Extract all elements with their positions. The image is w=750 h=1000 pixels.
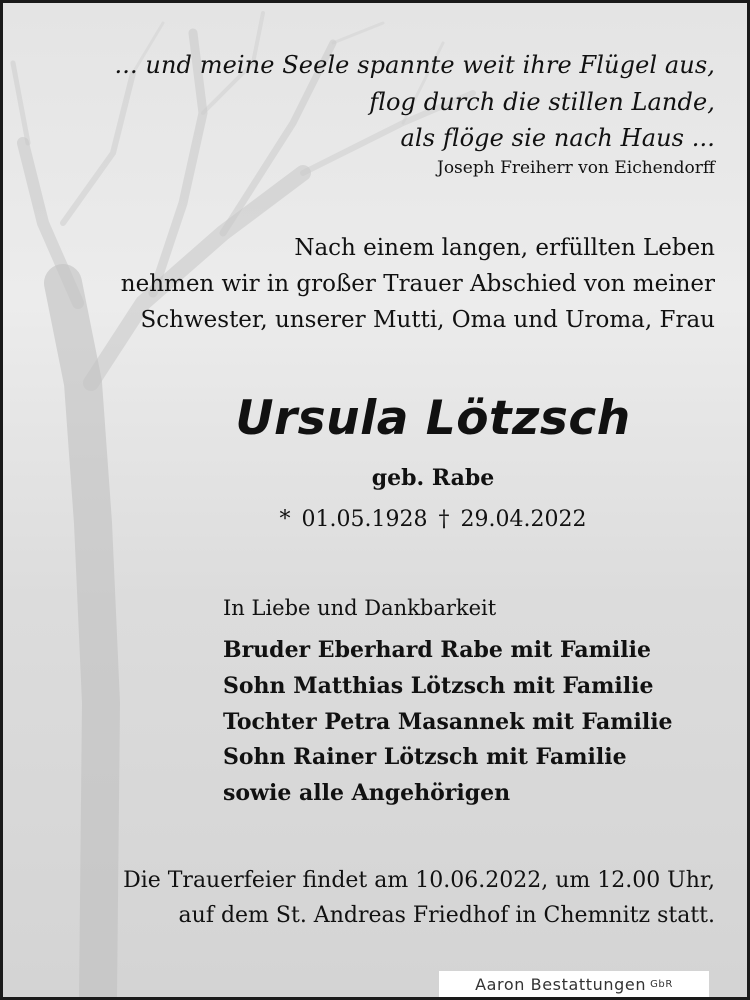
funeral-line-2: auf dem St. Andreas Friedhof in Chemnitz statt. [178,903,715,928]
intro-line-3: Schwester, unserer Mutti, Oma und Uroma, Frau [140,307,715,333]
mourner-line: Tochter Petra Masannek mit Familie [223,709,673,735]
funeral-home-label [439,971,709,997]
poem-author: Joseph Freiherr von Eichendorff [437,158,715,178]
intro-line-1: Nach einem langen, erfüllten Leben [294,235,715,261]
poem-line-2: flog durch die stillen Lande, [369,88,715,116]
tree-background-image [3,3,747,997]
funeral-home-name: Aaron Bestattungen [475,974,647,994]
maiden-name: geb. Rabe [371,465,495,491]
poem-line-3: als flöge sie nach Haus ... [400,124,715,152]
funeral-line-1: Die Trauerfeier findet am 10.06.2022, um 12.00 Uhr, [123,868,715,893]
deceased-name: Ursula Lötzsch [235,391,631,446]
mourners-intro: In Liebe und Dankbarkeit [223,596,497,620]
mourner-line: Sohn Rainer Lötzsch mit Familie [223,744,627,770]
intro-line-2: nehmen wir in großer Trauer Abschied von meiner [120,271,715,297]
funeral-home-suffix: GbR [650,978,673,990]
life-dates: * 01.05.1928 † 29.04.2022 [279,507,587,532]
mourner-line: Bruder Eberhard Rabe mit Familie [223,637,651,663]
mourner-line: sowie alle Angehörigen [223,780,511,806]
mourner-line: Sohn Matthias Lötzsch mit Familie [223,673,654,699]
poem-line-1: ... und meine Seele spannte weit ihre Flügel aus, [114,51,715,79]
